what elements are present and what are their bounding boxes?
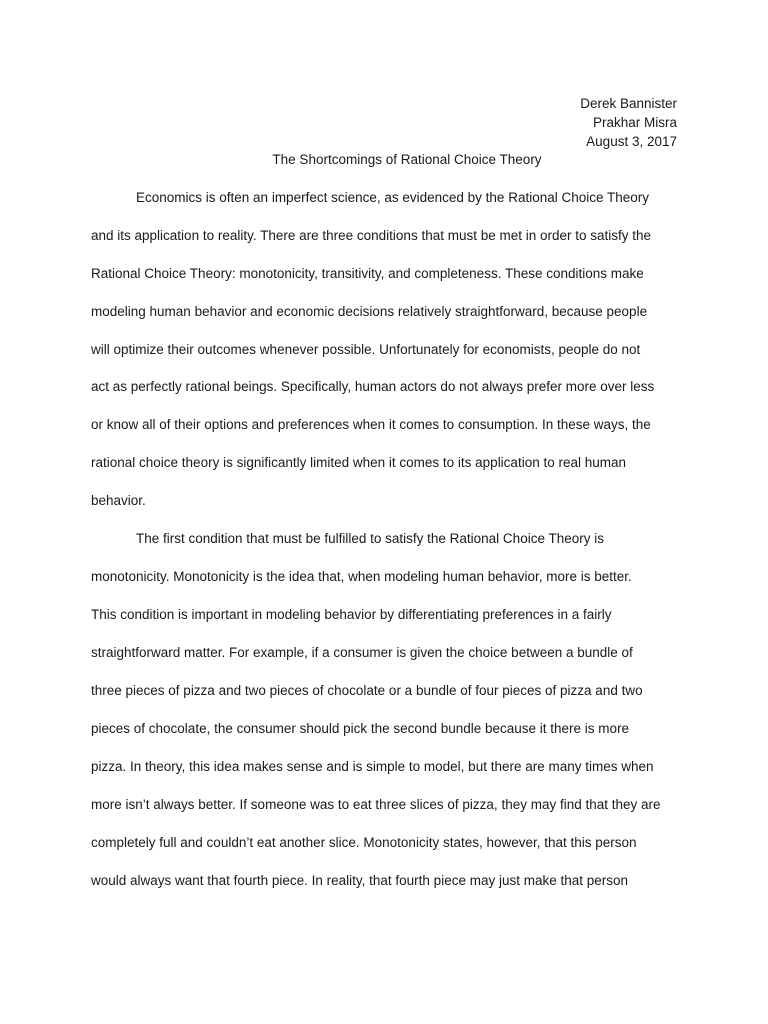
author-name: Prakhar Misra [592, 115, 677, 130]
paragraph-line: pieces of chocolate, the consumer should pick the second bundle because it there is more [91, 721, 630, 736]
paragraph-line: Rational Choice Theory: monotonicity, transitivity, and completeness. These conditions make [91, 266, 644, 281]
document-title: The Shortcomings of Rational Choice Theory [272, 152, 542, 167]
paragraph-line: modeling human behavior and economic decisions relatively straightforward, because people [91, 304, 648, 319]
document-date: August 3, 2017 [586, 134, 677, 149]
header-block [580, 94, 677, 151]
paragraph-line: act as perfectly rational beings. Specifically, human actors do not always prefer more over less [91, 379, 655, 394]
paragraph-line: monotonicity. Monotonicity is the idea that, when modeling human behavior, more is better. [91, 569, 632, 584]
paragraph-line: completely full and couldn’t eat another slice. Monotonicity states, however, that this person [91, 835, 637, 850]
paragraph-line: rational choice theory is significantly limited when it comes to its application to real human [91, 455, 627, 470]
paragraph-line: The first condition that must be fulfilled to satisfy the Rational Choice Theory is [136, 531, 604, 546]
paragraph-line: more isn’t always better. If someone was to eat three slices of pizza, they may find that they are [91, 797, 661, 812]
paragraph-line: and its application to reality. There are three conditions that must be met in order to satisfy the [91, 228, 652, 243]
paragraph-line: pizza. In theory, this idea makes sense and is simple to model, but there are many times when [91, 759, 654, 774]
paragraph-line: Economics is often an imperfect science, as evidenced by the Rational Choice Theory [136, 190, 650, 205]
paragraph-line: will optimize their outcomes whenever possible. Unfortunately for economists, people do not [91, 342, 641, 357]
paragraph-line: This condition is important in modeling behavior by differentiating preferences in a fairly [91, 607, 612, 622]
paragraph-line: three pieces of pizza and two pieces of chocolate or a bundle of four pieces of pizza and two [91, 683, 643, 698]
author-name: Derek Bannister [580, 96, 677, 111]
paragraph-line: straightforward matter. For example, if a consumer is given the choice between a bundle of [91, 645, 633, 660]
paragraph-line: would always want that fourth piece. In reality, that fourth piece may just make that person [91, 873, 629, 888]
paragraph-line: or know all of their options and preferences when it comes to consumption. In these ways, the [91, 417, 651, 432]
paragraph-line: behavior. [91, 493, 146, 508]
